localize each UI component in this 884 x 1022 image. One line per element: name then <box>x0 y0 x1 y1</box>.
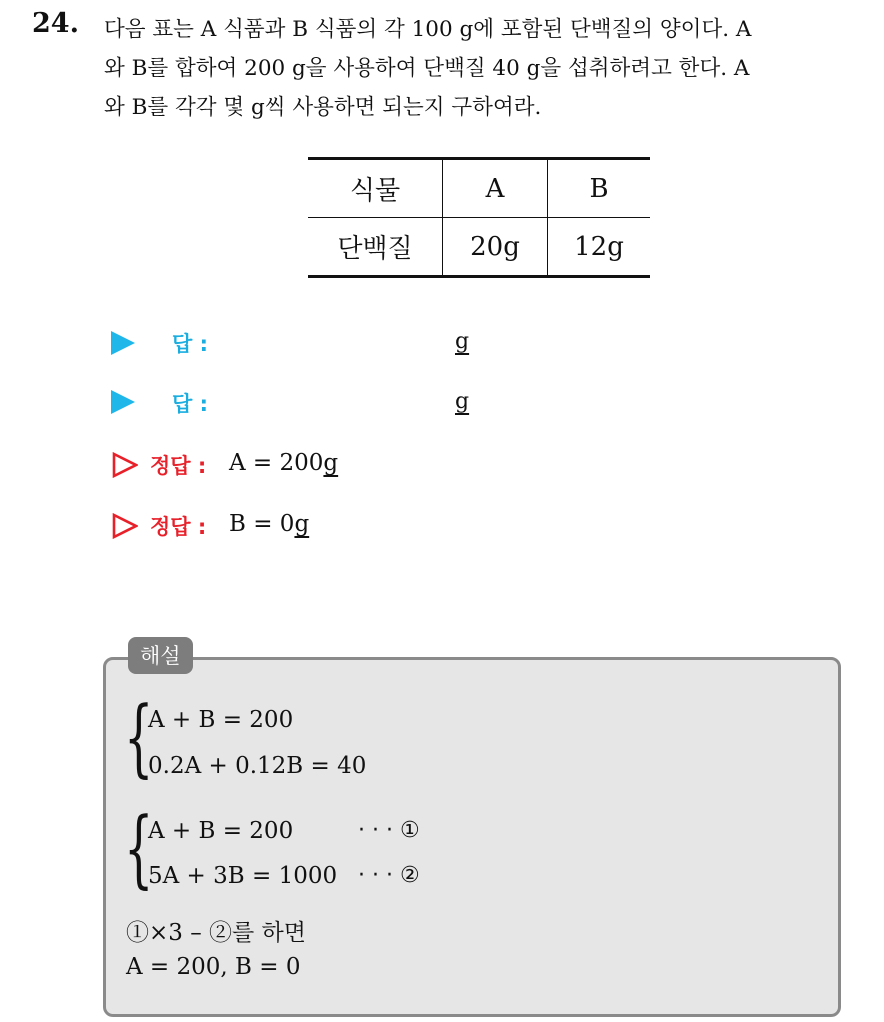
protein-table <box>308 157 650 278</box>
correct-answer-value <box>229 511 309 537</box>
correct-answer-value <box>229 450 338 476</box>
question-line: 와 B를 합하여 200 g을 사용하여 단백질 40 g을 섭취하려고 한다. A <box>104 56 750 81</box>
correct-answer-text: B = 0 <box>229 511 295 537</box>
answer-unit: g <box>455 329 470 354</box>
system2-eq1: A + B = 200 <box>148 818 294 844</box>
table-cell: 단백질 <box>308 218 443 277</box>
table-cell: 20g <box>443 218 548 277</box>
left-brace-icon: { <box>124 799 154 897</box>
play-arrow-icon <box>111 390 135 414</box>
play-arrow-icon <box>111 331 135 355</box>
equation-marker: · · · ② <box>358 863 420 888</box>
question-line: 다음 표는 A 식품과 B 식품의 각 100 g에 포함된 단백질의 양이다. A <box>104 17 752 42</box>
answer-label: 답 : <box>172 392 208 416</box>
correct-answer-text: A = 200 <box>229 450 324 476</box>
system1-eq1: A + B = 200 <box>148 707 294 733</box>
table-header-row <box>308 159 650 218</box>
solution-step: ①×3 – ②를 하면 <box>126 920 306 946</box>
answer-label: 답 : <box>172 332 208 356</box>
system2-eq2: 5A + 3B = 1000 <box>148 863 338 889</box>
correct-answer-label: 정답 : <box>150 515 207 539</box>
system1-eq2: 0.2A + 0.12B = 40 <box>148 753 367 779</box>
table-header-cell: 식물 <box>308 159 443 218</box>
question-line: 와 B를 각각 몇 g씩 사용하면 되는지 구하여라. <box>104 95 542 120</box>
table-cell: 12g <box>548 218 651 277</box>
correct-answer-unit: g <box>294 511 310 537</box>
question-text <box>104 10 874 127</box>
answer-unit: g <box>455 389 470 414</box>
solution-result: A = 200, B = 0 <box>126 954 301 980</box>
outline-arrow-icon <box>112 452 138 478</box>
table-header-cell: B <box>548 159 651 218</box>
question-number: 24. <box>32 8 79 39</box>
equation-marker: · · · ① <box>358 818 420 843</box>
solution-tag: 해설 <box>128 637 193 674</box>
correct-answer-label: 정답 : <box>150 454 207 478</box>
outline-arrow-icon <box>112 513 138 539</box>
left-brace-icon: { <box>124 688 154 786</box>
correct-answer-unit: g <box>323 450 339 476</box>
table-header-cell: A <box>443 159 548 218</box>
table-row <box>308 218 650 277</box>
